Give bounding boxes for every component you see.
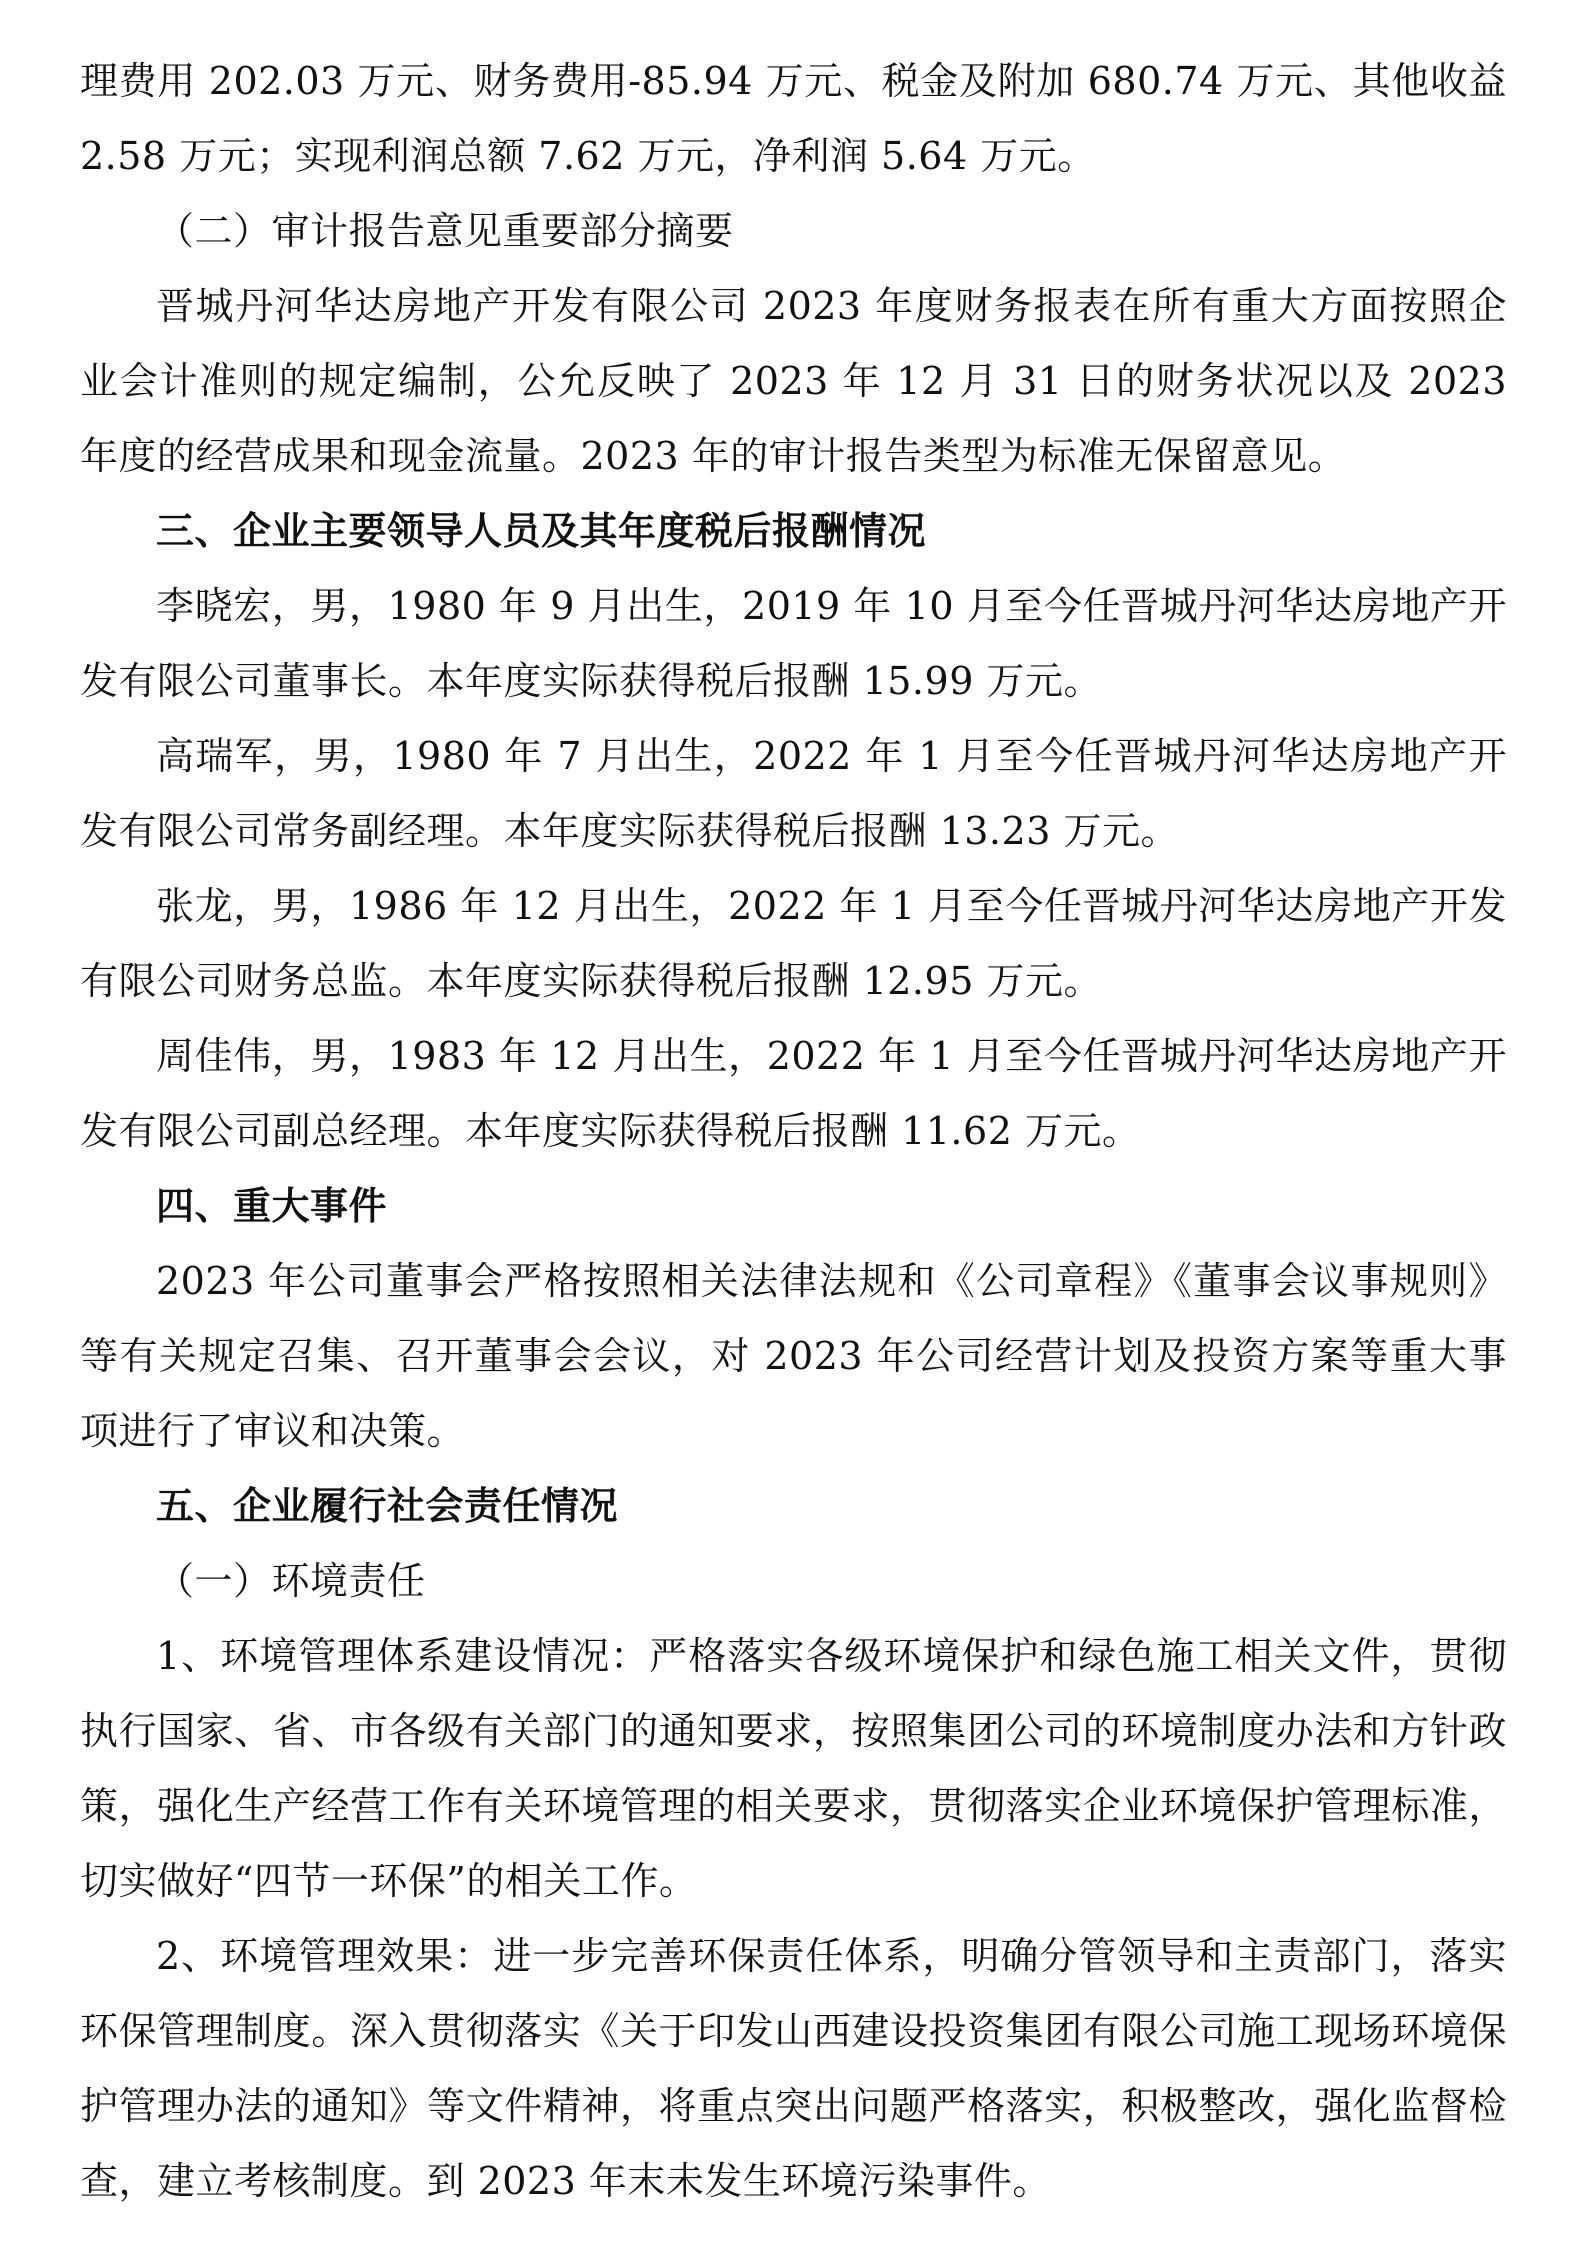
heading-major-events: 四、重大事件: [156, 1184, 388, 1228]
subheading-audit-opinion: （二）审计报告意见重要部分摘要: [156, 209, 734, 253]
subheading-environmental-responsibility: （一）环境责任: [156, 1559, 426, 1603]
paragraph-leader-gao: 高瑞军，男，1980 年 7 月出生，2022 年 1 月至今任晋城丹河华达房地产开发有限公司常务副经理。本年度实际获得税后报酬 13.23 万元。: [80, 734, 1507, 853]
paragraph-leader-zhang: 张龙，男，1986 年 12 月出生，2022 年 1 月至今任晋城丹河华达房地产开发有限公司财务总监。本年度实际获得税后报酬 12.95 万元。: [80, 884, 1507, 1003]
paragraph-leader-zhou: 周佳伟，男，1983 年 12 月出生，2022 年 1 月至今任晋城丹河华达房地产开发有限公司副总经理。本年度实际获得税后报酬 11.62 万元。: [80, 1034, 1507, 1153]
paragraph-env-management-effect: 2、环境管理效果：进一步完善环保责任体系，明确分管领导和主责部门，落实环保管理制度。深入贯彻落实《关于印发山西建设投资集团有限公司施工现场环境保护管理办法的通知》等文件精神，将重点突出问题严格落实，积极整改，强化监督检查，建立考核制度。到 2023 年末未发生环境污染事件。: [80, 1934, 1507, 2203]
paragraph-financial-summary: 理费用 202.03 万元、财务费用-85.94 万元、税金及附加 680.74 万元、其他收益 2.58 万元；实现利润总额 7.62 万元，净利润 5.64 万元。: [80, 59, 1507, 178]
heading-leadership-compensation: 三、企业主要领导人员及其年度税后报酬情况: [156, 509, 927, 553]
paragraph-audit-opinion: 晋城丹河华达房地产开发有限公司 2023 年度财务报表在所有重大方面按照企业会计准则的规定编制，公允反映了 2023 年 12 月 31 日的财务状况以及 2023 年度的经营成果和现金流量。2023 年的审计报告类型为标准无保留意见。: [80, 284, 1507, 478]
heading-social-responsibility: 五、企业履行社会责任情况: [156, 1484, 619, 1528]
paragraph-leader-li: 李晓宏，男，1980 年 9 月出生，2019 年 10 月至今任晋城丹河华达房地产开发有限公司董事长。本年度实际获得税后报酬 15.99 万元。: [80, 584, 1507, 703]
paragraph-major-events: 2023 年公司董事会严格按照相关法律法规和《公司章程》《董事会议事规则》等有关规定召集、召开董事会会议，对 2023 年公司经营计划及投资方案等重大事项进行了审议和决策。: [80, 1259, 1507, 1453]
paragraph-env-management-system: 1、环境管理体系建设情况：严格落实各级环境保护和绿色施工相关文件，贯彻执行国家、省、市各级有关部门的通知要求，按照集团公司的环境制度办法和方针政策，强化生产经营工作有关环境管理的相关要求，贯彻落实企业环境保护管理标准，切实做好“四节一环保”的相关工作。: [80, 1634, 1507, 1903]
